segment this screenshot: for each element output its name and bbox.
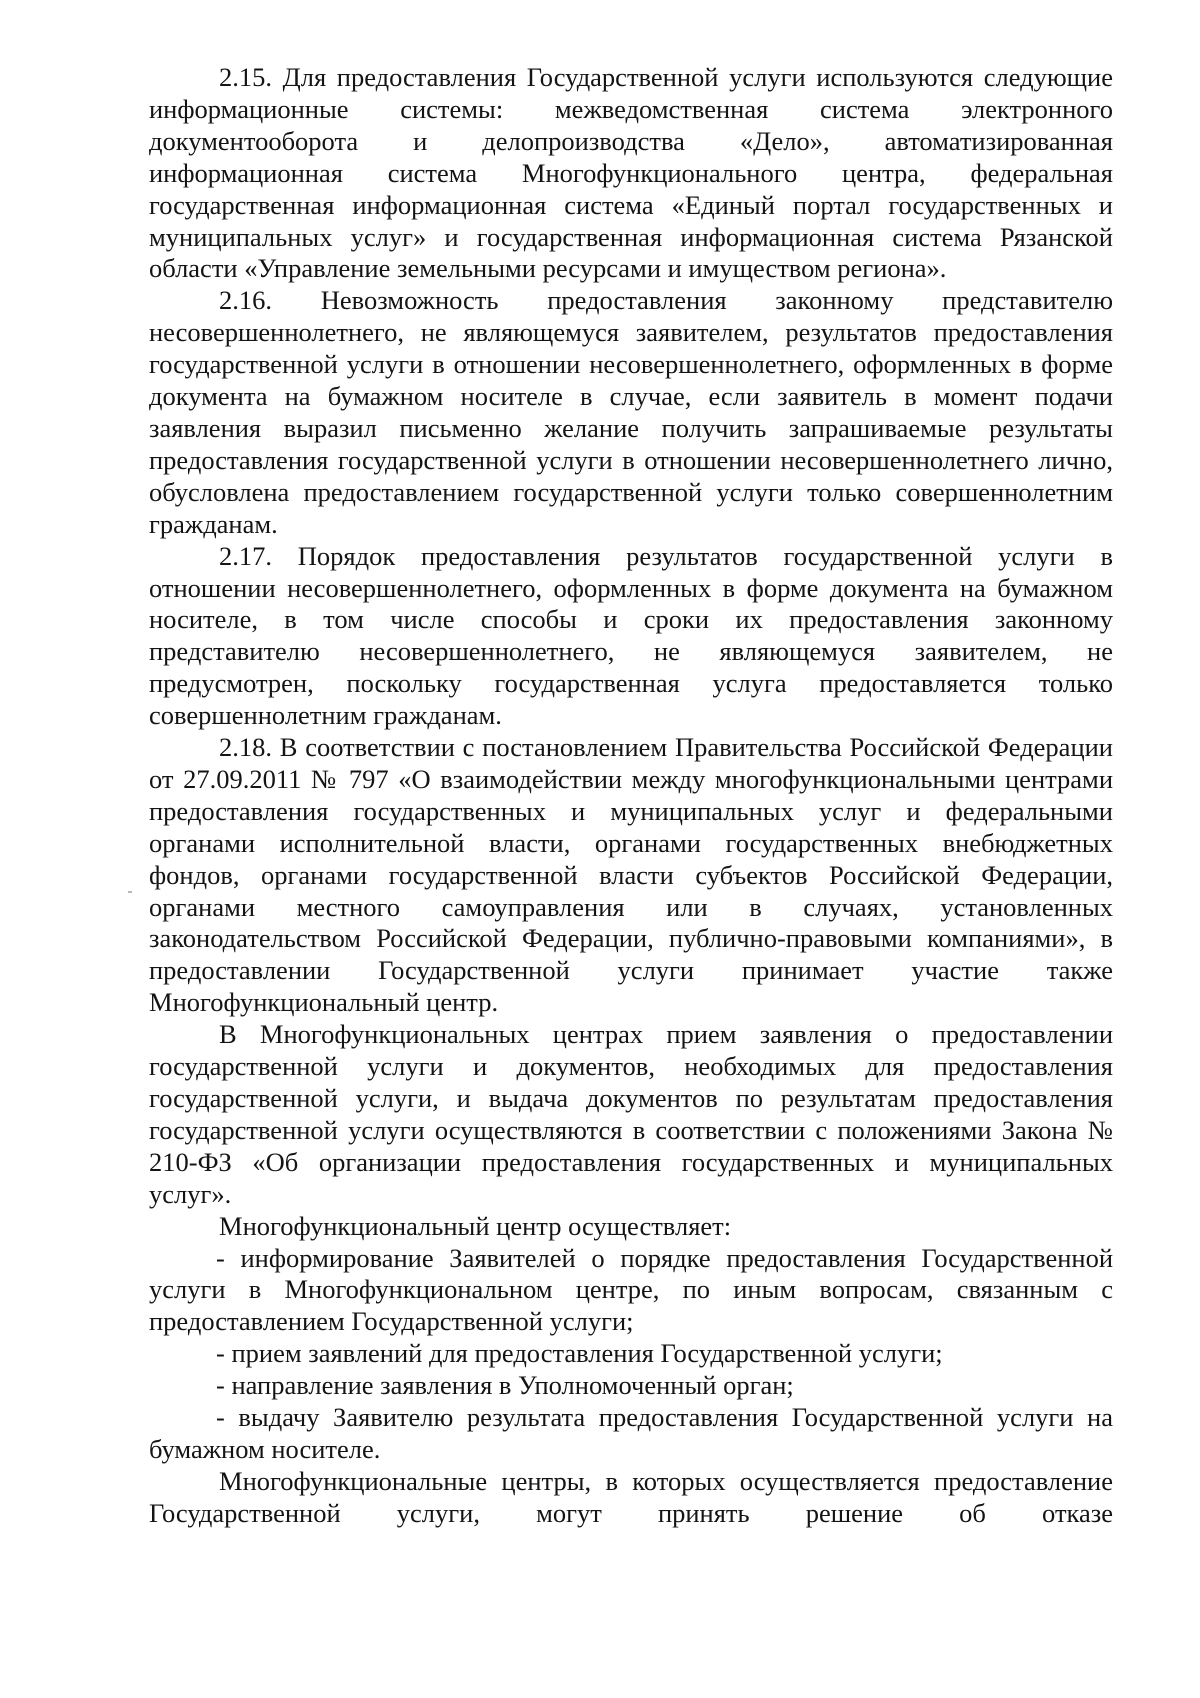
list-item-informing: - информирование Заявителей о порядке предоставления Государственной услуги в Многофункциональном центре, по иным вопросам, связанным с предоставлением Государственной услуги; <box>149 1242 1113 1337</box>
paragraph-mfc-refusal: Многофункциональные центры, в которых осуществляется предоставление Государственной услуги, могут принять решение об отказе <box>149 1465 1113 1528</box>
paragraph-2-15: 2.15. Для предоставления Государственной услуги используются следующие информационные системы: межведомственная система электронного документооборота и делопроизводства «Дело», автоматизированная информационная система Многофункционального центра, федеральная государственная информационная система «Единый портал государственных и муниципальных услуг» и государственная информационная система Рязанской области «Управление земельными ресурсами и имуществом региона». <box>149 62 1113 284</box>
list-item-issuing: - выдачу Заявителю результата предоставления Государственной услуги на бумажном носителе. <box>149 1402 1113 1464</box>
paragraph-mfc-functions-intro: Многофункциональный центр осуществляет: <box>219 1210 732 1241</box>
scan-artifact <box>128 891 132 893</box>
paragraph-2-18: 2.18. В соответствии с постановлением Правительства Российской Федерации от 27.09.2011 № 797 «О взаимодействии между многофункциональными центрами предоставления государственных и муниципальных услуг и федеральными органами исполнительной власти, органами государственных внебюджетных фондов, органами государственной власти субъектов Российской Федерации, органами местного самоуправления или в случаях, установленных законодательством Российской Федерации, публично-правовыми компаниями», в предоставлении Государственной услуги принимает участие также Многофункциональный центр. <box>149 732 1113 1018</box>
document-body <box>149 62 1113 1530</box>
paragraph-mfc-reception: В Многофункциональных центрах прием заявления о предоставлении государственной услуги и документов, необходимых для предоставления государственной услуги, и выдача документов по результатам предоставления государственной услуги осуществляются в соответствии с положениями Закона № 210-ФЗ «Об организации предоставления государственных и муниципальных услуг». <box>149 1019 1113 1209</box>
list-item-forwarding: - направление заявления в Уполномоченный орган; <box>216 1370 794 1401</box>
paragraph-2-17: 2.17. Порядок предоставления результатов государственной услуги в отношении несовершеннолетнего, оформленных в форме документа на бумажном носителе, в том числе способы и сроки их предоставления законному представителю несовершеннолетнего, не являющемуся заявителем, не предусмотрен, поскольку государственная услуга предоставляется только совершеннолетним гражданам. <box>149 540 1113 731</box>
paragraph-2-16: 2.16. Невозможность предоставления законному представителю несовершеннолетнего, не являющемуся заявителем, результатов предоставления государственной услуги в отношении несовершеннолетнего, оформленных в форме документа на бумажном носителе в случае, если заявитель в момент подачи заявления выразил письменно желание получить запрашиваемые результаты предоставления государственной услуги в отношении несовершеннолетнего лично, обусловлена предоставлением государственной услуги только совершеннолетним гражданам. <box>149 285 1113 539</box>
list-item-reception: - прием заявлений для предоставления Государственной услуги; <box>216 1338 943 1369</box>
